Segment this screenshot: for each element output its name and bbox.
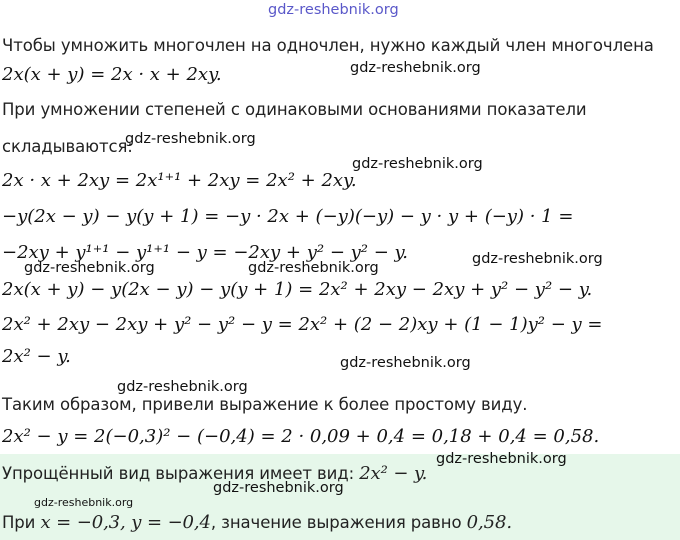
text-line-4: складываются: — [2, 137, 133, 156]
answer-value: 0,58. — [466, 512, 512, 533]
watermark: gdz-reshebnik.org — [352, 156, 483, 172]
watermark: gdz-reshebnik.org — [34, 496, 134, 509]
math-line-9: 2x² + 2xy − 2xy + y² − y² − y = 2x² + (2 − 2)xy + (1 − 1)y² − y = — [2, 314, 603, 335]
text-line-1: Чтобы умножить многочлен на одночлен, нужно каждый член многочлена — [2, 36, 654, 55]
math-line-7: −2xy + y¹⁺¹ − y¹⁺¹ − y = −2xy + y² − y² − y. — [2, 242, 409, 263]
math-line-12: 2x² − y = 2(−0,3)² − (−0,4) = 2 · 0,09 + 0,4 = 0,18 + 0,4 = 0,58. — [2, 426, 600, 447]
watermark: gdz-reshebnik.org — [340, 355, 471, 371]
watermark: gdz-reshebnik.org — [472, 251, 603, 267]
answer-pre: При — [2, 513, 41, 532]
watermark: gdz-reshebnik.org — [350, 60, 481, 76]
math-line-5: 2x · x + 2xy = 2x¹⁺¹ + 2xy = 2x² + 2xy. — [2, 170, 357, 191]
math-line-8: 2x(x + y) − y(2x − y) − y(y + 1) = 2x² + 2xy − 2xy + y² − y² − y. — [2, 279, 593, 300]
watermark: gdz-reshebnik.org — [248, 260, 379, 276]
answer-text: Упрощённый вид выражения имеет вид: — [2, 464, 360, 483]
watermark: gdz-reshebnik.org — [213, 480, 344, 496]
math-line-10: 2x² − y. — [2, 346, 71, 367]
watermark: gdz-reshebnik.org — [125, 131, 256, 147]
math-line-6: −y(2x − y) − y(y + 1) = −y · 2x + (−y)(−y) − y · y + (−y) · 1 = — [2, 206, 574, 227]
answer-xy-values: x = −0,3, y = −0,4 — [40, 512, 211, 533]
answer-line-2 — [2, 512, 512, 533]
watermark: gdz-reshebnik.org — [268, 2, 399, 18]
text-line-11: Таким образом, привели выражение к более простому виду. — [2, 395, 528, 414]
answer-math: 2x² − y. — [359, 463, 428, 484]
watermark: gdz-reshebnik.org — [117, 379, 248, 395]
answer-mid: , значение выражения равно — [210, 513, 467, 532]
watermark: gdz-reshebnik.org — [24, 260, 155, 276]
watermark: gdz-reshebnik.org — [436, 451, 567, 467]
text-line-3: При умножении степеней с одинаковыми основаниями показатели — [2, 100, 587, 119]
math-line-2: 2x(x + y) = 2x · x + 2xy. — [2, 64, 222, 85]
